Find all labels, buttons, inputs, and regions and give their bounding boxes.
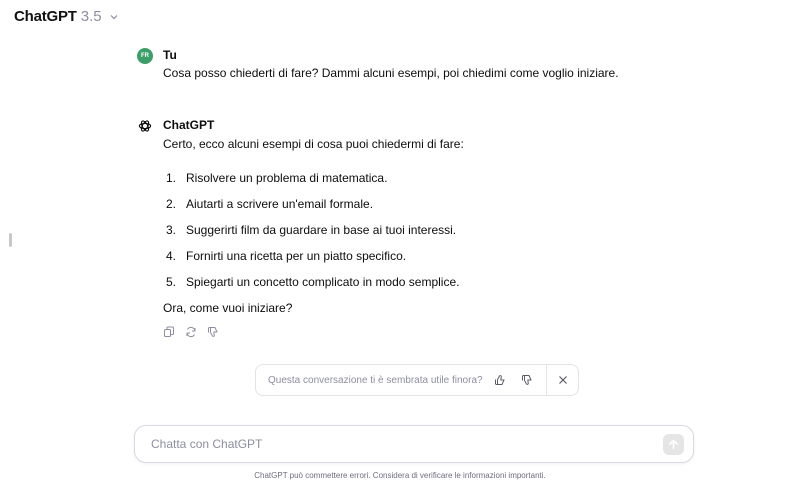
- model-selector[interactable]: [14, 8, 120, 25]
- model-version: 3.5: [80, 8, 102, 25]
- thumbs-down-icon: [521, 374, 533, 386]
- feedback-prompt: [255, 364, 579, 396]
- chatgpt-logo-icon: [137, 118, 153, 134]
- user-sender-name: Tu: [163, 48, 177, 62]
- assistant-intro: Certo, ecco alcuni esempi di cosa puoi chiedermi di fare:: [163, 137, 464, 151]
- thumbs-up-button[interactable]: [493, 373, 507, 387]
- thumbs-up-icon: [494, 374, 506, 386]
- message-actions: [163, 326, 464, 338]
- list-item: 1. Risolvere un problema di matematica.: [166, 171, 388, 185]
- assistant-sender-name: ChatGPT: [163, 118, 215, 132]
- thumbs-down-icon[interactable]: [207, 326, 219, 338]
- list-item: 4. Fornirti una ricetta per un piatto specifico.: [166, 249, 407, 263]
- regenerate-icon[interactable]: [185, 326, 197, 338]
- sidebar-toggle-handle[interactable]: [9, 233, 12, 247]
- copy-icon[interactable]: [163, 326, 175, 338]
- feedback-question: Questa conversazione ti è sembrata utile finora?: [268, 374, 483, 386]
- close-feedback-button[interactable]: [547, 365, 578, 396]
- chat-input[interactable]: [151, 426, 641, 462]
- footer-disclaimer: ChatGPT può commettere errori. Considera di verificare le informazioni importanti.: [254, 471, 546, 480]
- thumbs-down-button[interactable]: [520, 373, 534, 387]
- app-title: ChatGPT: [14, 8, 77, 25]
- user-message-text: Cosa posso chiederti di fare? Dammi alcuni esempi, poi chiedimi come voglio iniziare.: [163, 66, 619, 80]
- list-item: 5. Spiegarti un concetto complicato in modo semplice.: [166, 275, 460, 289]
- user-message: [137, 47, 619, 81]
- assistant-message: [137, 117, 464, 338]
- message-composer: [134, 425, 694, 463]
- user-avatar: FR: [137, 48, 153, 64]
- assistant-outro: Ora, come vuoi iniziare?: [163, 301, 293, 315]
- examples-list: [163, 170, 464, 290]
- list-item: 2. Aiutarti a scrivere un'email formale.: [166, 197, 374, 211]
- send-button[interactable]: [663, 434, 684, 455]
- close-icon: [558, 375, 568, 385]
- arrow-up-icon: [668, 439, 679, 450]
- list-item: 3. Suggerirti film da guardare in base ai tuoi interessi.: [166, 223, 457, 237]
- chevron-down-icon: [108, 11, 120, 23]
